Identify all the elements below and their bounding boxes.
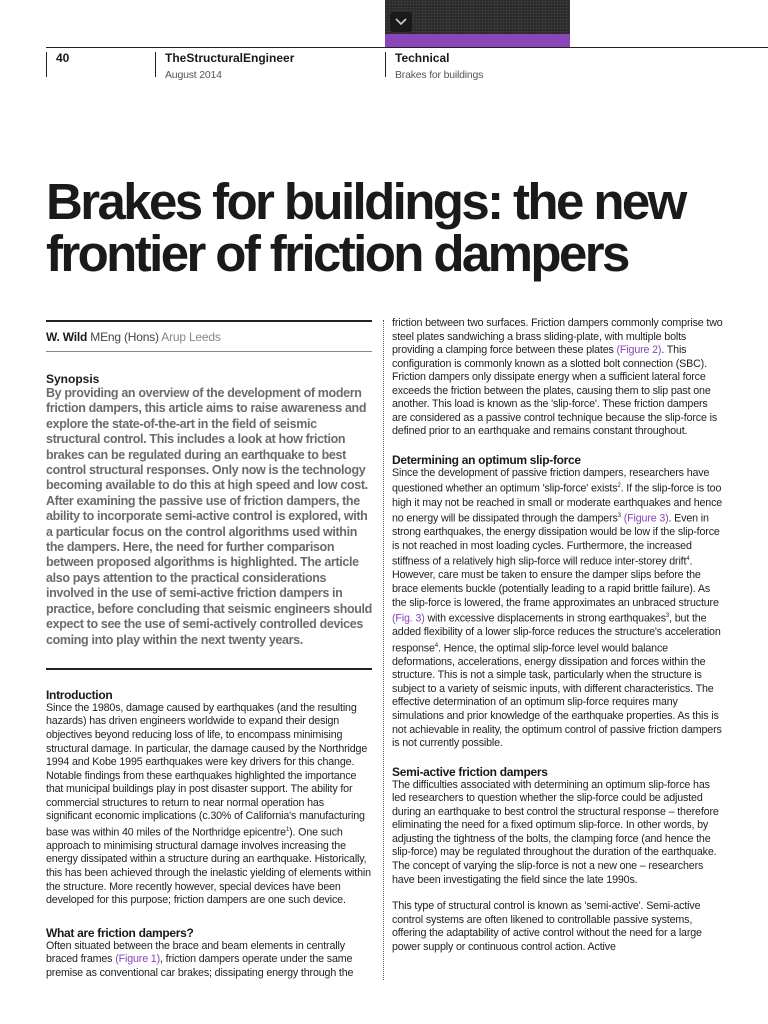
issue-date: August 2014 (165, 69, 222, 81)
section-name: Technical (395, 51, 450, 65)
figure-2-link[interactable]: (Figure 2) (616, 344, 662, 357)
reference-3: 3 (617, 513, 621, 520)
semi-active-heading: Semi-active friction dampers (392, 764, 548, 779)
article-title: Brakes for buildings: the new frontier of friction dampers (46, 173, 685, 282)
figure-1-link[interactable]: (Figure 1) (115, 953, 161, 966)
optimum-text-b: . If the slip-force is too high it may not be reached in small or moderate earthquakes and hence no energy will be dissipated through the dampers (392, 483, 723, 525)
header-page-number-cell (46, 52, 136, 77)
column-divider (383, 320, 384, 980)
optimum-text-e: with excessive displacements in strong earthquakes (424, 612, 666, 625)
header-rule (46, 47, 768, 48)
author-degree: MEng (Hons) (90, 330, 159, 344)
synopsis-divider (46, 668, 372, 670)
optimum-text-d: . However, care must be taken to ensure the damper slips before the brace elements buckle (potentially leading to a rapid brittle failure). As the slip-force is lowered, the frame approximates an unbraced structure (392, 555, 719, 609)
figure-3-link[interactable]: (Figure 3) (623, 512, 669, 525)
reference-1: 1 (285, 826, 290, 833)
figure-3-short-link[interactable]: (Fig. 3) (392, 612, 425, 625)
what-are-text-b: , friction dampers operate under the same premise as conventional car brakes; dissipating energy through the (46, 953, 354, 979)
optimum-text-f: , but the added flexibility of a lower slip-force reduces the structure's acceleration response (392, 612, 721, 655)
header-tab-pattern (385, 0, 570, 34)
reference-4-repeat: 4 (434, 642, 438, 649)
introduction-text-a: Since the 1980s, damage caused by earthquakes (and the resulting hazards) has driven engineers worldwide to expand their design objectives beyond reducing loss of life, to encompass minimising structural damage. In particular, the damage caused by the Northridge 1994 and Kobe 1995 earthquakes were key drivers for this change. Notable findings from these earthquakes highlighted the importance that municipal buildings play in post disaster support. The ability for commercial structures to return to near normal operation has significant economic implications (c.30% of California's manufacturing base was within 40 miles of the Northridge epicentre (46, 701, 368, 839)
optimum-heading: Determining an optimum slip-force (392, 452, 581, 467)
friction-description-text (392, 317, 724, 439)
optimum-text (392, 467, 724, 751)
introduction-text-b: ). One such approach to minimising structural damage involves increasing the energy dissipated within a structure during an earthquake. Historically, this has been achieved through the inelastic yielding of elements within the structure. More recently however, special devices have been developed for this purpose; friction dampers are one such device. (46, 826, 371, 907)
chevron-down-icon[interactable] (390, 12, 412, 32)
introduction-text (46, 702, 372, 908)
reference-4: 4 (686, 556, 690, 563)
synopsis-text: By providing an overview of the development of modern friction dampers, this article aims to raise awareness and explore the state-of-the-art in the field of seismic structural control. This includes a look at how friction brakes can be regulated during an earthquake to best control structural responses. Only now is the technology becoming available to do this at high speed and low cost. After examining the passive use of friction dampers, the ability to incorporate semi-active control is explored, with a particular focus on the control algorithms used within the dampers. Here, the need for further comparison between proposed algorithms is highlighted. The article also pays attention to the practical considerations involved in the use of semi-active friction dampers in practice, before concluding that seismic engineers should expect to see the use of semi-actively controlled devices coming into play within the next twenty years. (46, 386, 372, 647)
semi-active-paragraph-2: This type of structural control is known as 'semi-active'. Semi-active control systems are often likened to controllable passive systems, offering the adaptability of active control without the need for a large power supply or continuous control action. Active (392, 900, 702, 953)
synopsis-heading: Synopsis (46, 372, 100, 386)
what-are-text (46, 940, 372, 981)
optimum-text-c: . Even in strong earthquakes, the energy dissipation would be low if the slip-force is not reached in most loading cycles. Furthermore, the increased stiffness of a relatively high slip-force will reduce inter-storey drift (392, 512, 720, 568)
optimum-text-a: Since the development of passive friction dampers, researchers have questioned whether an optimum 'slip-force' exists (392, 466, 710, 496)
author-name: W. Wild (46, 330, 88, 344)
article-short-title: Brakes for buildings (395, 69, 484, 81)
optimum-text-g: . Hence, the optimal slip-force level would balance deformations, accelerations, energy dissipation and forces within the structure. This is not a simple task, particularly when the structure is subject to a variety of seismic inputs, with different characteristics. The effective determination of an optimum slip-force requires many simulations and prior knowledge of the earthquake properties. As this is not achievable in reality, the optimum control of passive friction dampers is not currently possible. (392, 642, 722, 750)
semi-active-paragraph-1: The difficulties associated with determining an optimum slip-force has led researchers to question whether the slip-force could be adjusted during an earthquake to best control the structural response – therefore eliminating the need for a fixed optimum slip-force. In other words, by adjusting the tightness of the bolts, the clamping force (and hence the slip-force) may be regulated throughout the duration of the earthquake. The concept of varying the slip-force is not a new one – researchers have been investigating the field since the late 1990s. (392, 778, 719, 886)
right-column (392, 317, 724, 954)
left-column (46, 320, 372, 980)
introduction-heading: Introduction (46, 687, 113, 702)
author-affiliation: Arup Leeds (161, 330, 221, 344)
reference-2: 2 (617, 483, 621, 490)
header-section-cell (385, 51, 645, 81)
magazine-name: TheStructuralEngineer (165, 51, 295, 65)
friction-text-a: friction between two surfaces. Friction dampers commonly comprise two steel plates sandwiching a brass sliding-plate, with multiple bolts providing a clamping force between these plates (392, 317, 723, 357)
header-tab-accent (385, 34, 570, 47)
what-are-heading: What are friction dampers? (46, 925, 194, 940)
what-are-text-a: Often situated between the brace and beam elements in centrally braced frames (46, 939, 345, 966)
author-line (46, 320, 372, 352)
reference-3-repeat: 3 (665, 613, 670, 620)
header-magazine-cell (155, 51, 365, 81)
paragraph-gap (392, 887, 724, 900)
page-number: 40 (56, 51, 70, 65)
friction-text-b: . This configuration is commonly known as a slotted bolt connection (SBC). Friction dampers only dissipate energy when a sufficient lateral force exceeds the friction between the plates, causing them to slip past one another. This load is known as the 'slip-force'. These friction dampers are considered as a passive control technique because the slip-force is defined prior to an earthquake and remains constant throughout. (392, 344, 718, 438)
